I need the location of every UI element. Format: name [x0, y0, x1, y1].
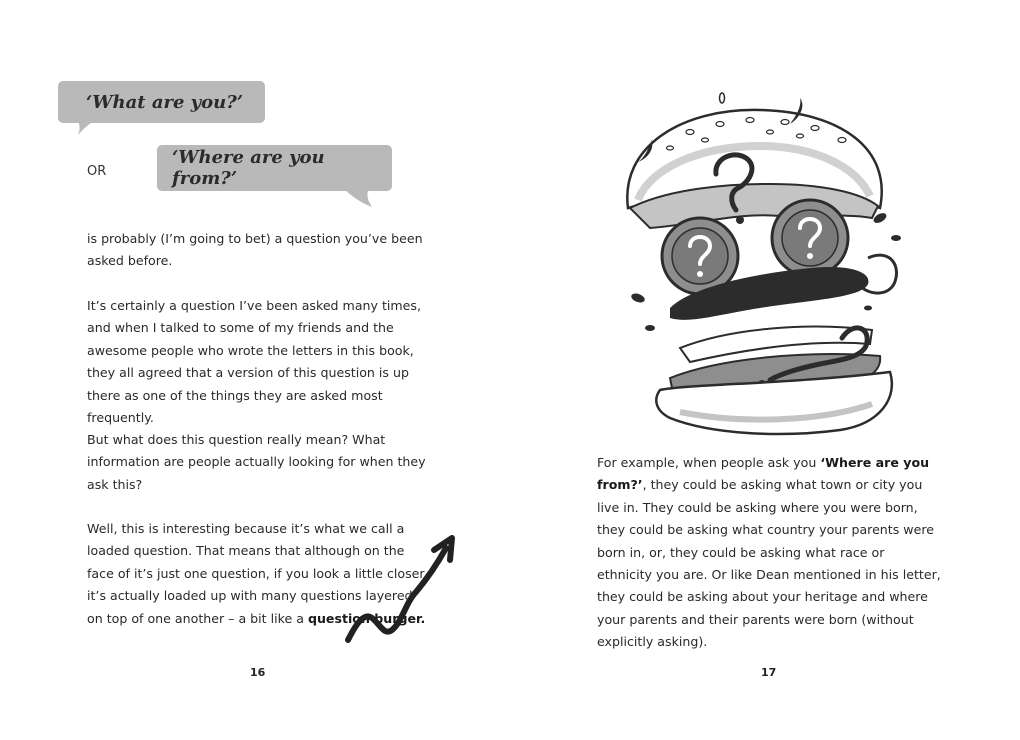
speech-bubble-what-are-you: [58, 81, 265, 123]
paragraph-text: But what does this question really mean? What information are people actually looking for when they ask this?: [87, 432, 426, 492]
paragraph: [87, 228, 432, 273]
paragraph-text-regular: Well, this is interesting because it’s what we call a loaded question. That means that although on the face of it’s just one question, if you look a little closer it’s actually loaded up with many questions layered on top of one another – a bit like a: [87, 521, 425, 626]
paragraph-text: [597, 452, 942, 654]
paragraph: [87, 295, 432, 429]
speech-bubble-where-are-you-from: [157, 145, 392, 191]
page-number: 16: [250, 666, 266, 679]
speech-bubble-text: ‘What are you?’: [86, 91, 244, 113]
speech-bubble-text: ‘Where are you from?’: [172, 147, 325, 189]
paragraph-text-regular: , they could be asking what town or city you live in. They could be asking where you were born, they could be asking what country your parents were born in, or, they could be asking what race or ethnicity you are. Or like Dean mentioned in his letter, they could be asking about your heritage and where your parents and their parents were born (without explicitly asking).: [597, 477, 941, 650]
page-number: 17: [761, 666, 777, 679]
question-burger-bold: question burger.: [307, 610, 426, 626]
question-burger-illustration: [610, 88, 910, 438]
paragraph-text: is probably (I’m going to bet) a question you’ve been asked before.: [87, 231, 423, 269]
right-page: [510, 0, 1020, 740]
squiggly-arrow-icon: [340, 532, 460, 647]
paragraph: [87, 429, 432, 496]
speech-bubble-tail-icon: [338, 187, 378, 209]
paragraph: [597, 452, 942, 654]
paragraph-text-regular: For example, when people ask you: [597, 455, 821, 470]
speech-bubble-tail-icon: [72, 119, 102, 137]
paragraph-text: It’s certainly a question I’ve been asked many times, and when I talked to some of my friends and the awesome people who wrote the letters in this book, they all agreed that a version of this question is up there as one of the things they are asked most frequently.: [87, 298, 421, 426]
where-are-you-from-bold: ‘Where are you from?’: [597, 455, 930, 493]
or-label: OR: [87, 164, 107, 179]
